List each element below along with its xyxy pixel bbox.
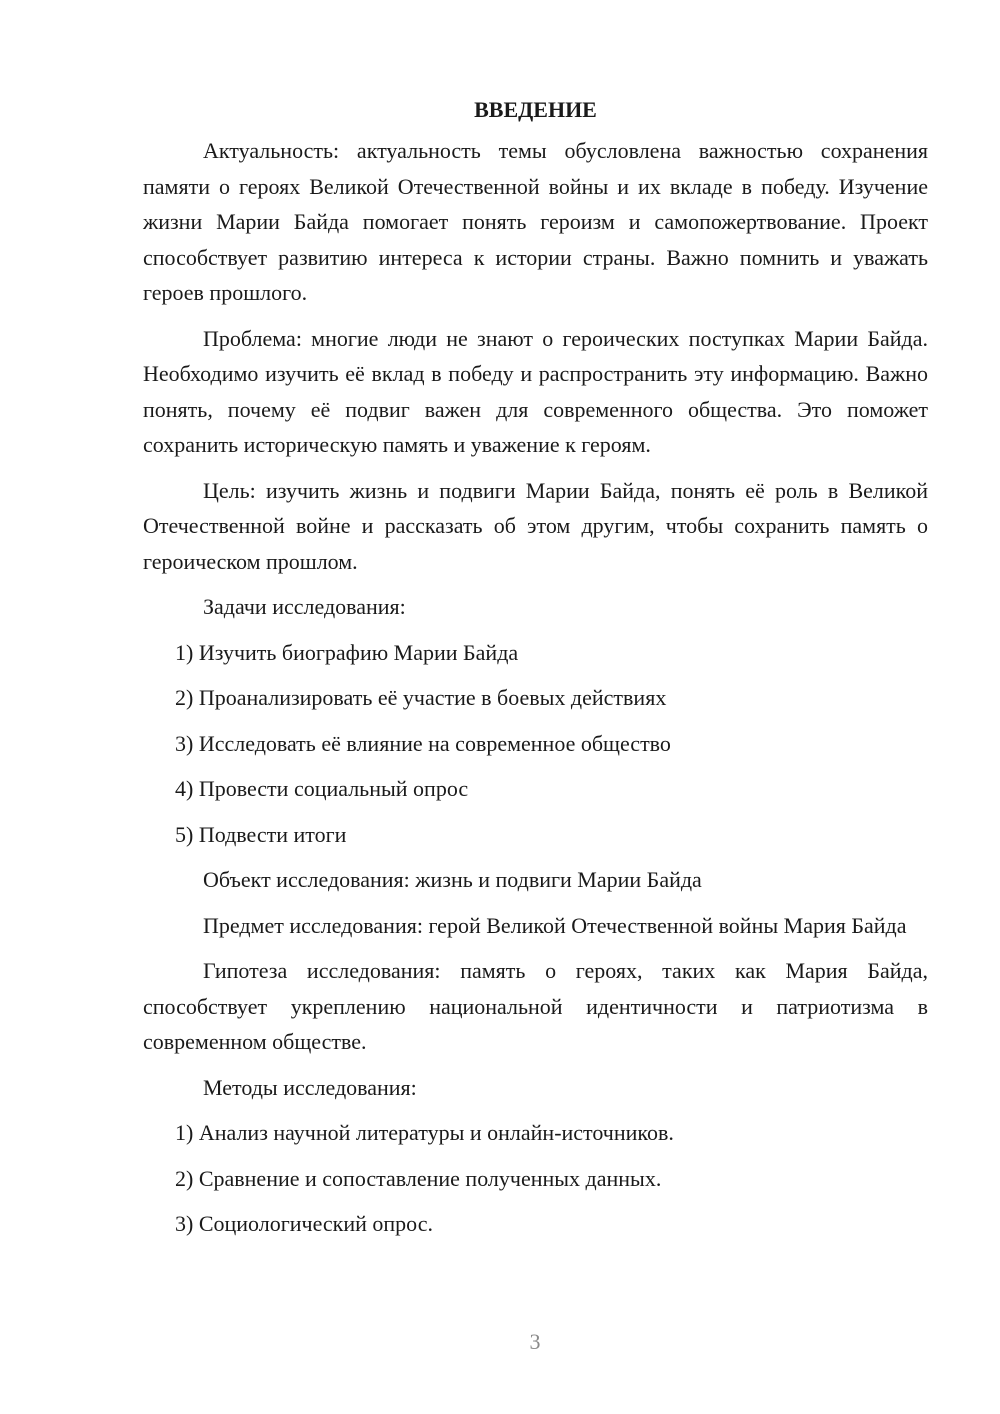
goal-paragraph: Цель: изучить жизнь и подвиги Марии Байда, понять её роль в Великой Отечественной войне и рассказать об этом другим, чтобы сохранить память о героическом прошлом.	[143, 477, 928, 574]
task-item: 1) Изучить биографию Марии Байда	[175, 639, 519, 665]
methods-list	[143, 1115, 928, 1242]
document-page	[143, 92, 928, 1252]
tasks-heading: Задачи исследования:	[203, 594, 406, 619]
task-item: 2) Проанализировать её участие в боевых действиях	[175, 685, 667, 710]
page-number: 3	[529, 1329, 541, 1354]
method-item: 3) Социологический опрос.	[175, 1211, 433, 1236]
object-paragraph: Объект исследования: жизнь и подвиги Марии Байда	[203, 867, 702, 892]
method-item: 2) Сравнение и сопоставление полученных данных.	[175, 1165, 662, 1191]
section-title: ВВЕДЕНИЕ	[474, 97, 597, 122]
method-item: 1) Анализ научной литературы и онлайн-источников.	[175, 1120, 674, 1145]
relevance-paragraph: Актуальность: актуальность темы обусловлена важностью сохранения памяти о героях Великой Отечественной войны и их вкладе в победу. Изучение жизни Марии Байда помогает понять героизм и самопожертвование. Проект способствует развитию интереса к истории страны. Важно помнить и уважать героев прошлого.	[143, 138, 928, 305]
task-item: 4) Провести социальный опрос	[175, 776, 469, 801]
problem-paragraph: Проблема: многие люди не знают о героических поступках Марии Байда. Необходимо изучить её вклад в победу и распространить эту информацию. Важно понять, почему её подвиг важен для современного общества. Это поможет сохранить историческую память и уважение к героям.	[143, 325, 928, 457]
subject-paragraph: Предмет исследования: герой Великой Отечественной войны Мария Байда	[203, 912, 907, 938]
methods-heading: Методы исследования:	[203, 1074, 417, 1100]
hypothesis-paragraph: Гипотеза исследования: память о героях, таких как Мария Байда, способствует укреплению национальной идентичности и патриотизма в современном обществе.	[143, 958, 928, 1054]
task-item: 3) Исследовать её влияние на современное общество	[175, 730, 671, 756]
tasks-list	[143, 635, 928, 853]
task-item: 5) Подвести итоги	[175, 821, 347, 847]
